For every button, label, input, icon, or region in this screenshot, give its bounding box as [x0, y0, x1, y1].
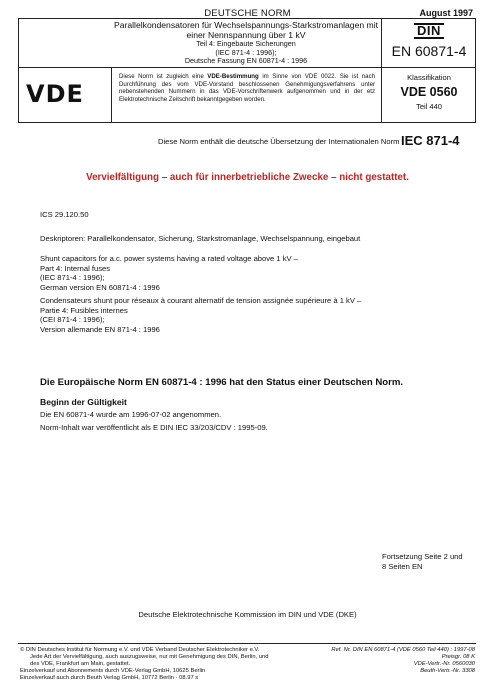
- din-standard-number: EN 60871-4: [391, 43, 467, 59]
- english-line: German version EN 60871-4 : 1996: [40, 282, 160, 292]
- iec-number: IEC 871-4: [401, 133, 460, 148]
- commission-name: Deutsche Elektrotechnische Kommission im DIN und VDE (DKE): [138, 610, 357, 619]
- footer-divider: [18, 643, 476, 644]
- footer-ref-line: VDE-Vertr.-Nr. 0560030: [413, 661, 475, 667]
- title-part: Teil 4: Eingebaute Sicherungen: [196, 39, 296, 48]
- footer-ref-line: Ref. Nr. DIN EN 60871-4 (VDE 0560 Teil 440) : 1997-08: [331, 647, 475, 653]
- french-line: Version allemande EN 871-4 : 1996: [40, 324, 160, 334]
- notice-text: Diese Norm ist zugleich eine: [119, 73, 208, 80]
- french-line: Partie 4: Fusibles internes: [40, 305, 128, 315]
- notice-text-cont: im Sinne von VDE 0022. Sie ist nach Durchführung des vom VDE-Vorstand beschlossenen Genehmigungsverfahrens unter nebenstehenden Nummern in das VDE-Vorschriftenwerk aufgenommen und in der etz Elektrotechnische Zeitschrift bekanntgegeben worden.: [119, 73, 376, 103]
- french-title: [40, 296, 460, 334]
- standard-title: [112, 20, 380, 66]
- footer-ref-line: Preisgr. 08 K: [441, 654, 475, 660]
- vde-part: Teil 440: [416, 102, 442, 111]
- title-line: einer Nennspannung über 1 kV: [186, 30, 306, 40]
- english-line: Shunt capacitors for a.c. power systems having a rated voltage above 1 kV –: [40, 254, 298, 263]
- din-block: [382, 20, 476, 59]
- title-german-version: Deutsche Fassung EN 60871-4 : 1996: [184, 56, 308, 66]
- footer-reference: [325, 647, 475, 675]
- footer-line: Jede Art der Vervielfältigung, auch auszugsweise, nur mit Genehmigung des DIN, Berlin, und: [30, 654, 269, 660]
- title-iec-ref: (IEC 871-4 : 1996);: [215, 47, 277, 57]
- french-line: Condensateurs shunt pour réseaux à courant alternatif de tension assignée supérieure à 1 kV –: [40, 296, 362, 305]
- classification-block: [382, 73, 476, 111]
- descriptors: Deskriptoren: Parallelkondensator, Sicherung, Starkstromanlage, Wechselspannung, eingebaut: [40, 234, 361, 243]
- title-line: Parallelkondensatoren für Wechselspannungs-Starkstromanlagen mit: [113, 20, 378, 30]
- copy-warning: Vervielfältigung – auch für innerbetriebliche Zwecke – nicht gestattet.: [86, 172, 409, 183]
- footer-copyright: [20, 647, 340, 682]
- french-line: (CEI 871-4 : 1996);: [40, 315, 105, 325]
- din-logo: DIN: [414, 23, 444, 39]
- validity-line: Die EN 60871-4 wurde am 1996-07-02 angenommen.: [40, 410, 222, 419]
- english-title: [40, 254, 460, 292]
- validity-text: [40, 410, 460, 432]
- status-statement: Die Europäische Norm EN 60871-4 : 1996 hat den Status einer Deutschen Norm.: [40, 377, 404, 388]
- footer-line: Einzelverkauf auch durch Beuth Verlag GmbH, 10772 Berlin · 08.97 s: [20, 675, 199, 681]
- document-type-title: DEUTSCHE NORM: [204, 8, 291, 19]
- english-line: (IEC 871-4 : 1996);: [40, 273, 105, 283]
- validity-line: Norm-Inhalt war veröffentlicht als E DIN IEC 33/203/CDV : 1995-09.: [40, 422, 268, 432]
- classification-label: Klassifikation: [407, 73, 451, 82]
- continuation-note: [382, 552, 463, 572]
- notice-bold: VDE-Bestimmung: [207, 73, 259, 80]
- english-line: Part 4: Internal fuses: [40, 263, 111, 273]
- footer-line: des VDE, Frankfurt am Main, gestattet.: [30, 661, 131, 667]
- footer-line: © DIN Deutsches Institut für Normung e.V. und VDE Verband Deutscher Elektrotechniker e.V.: [20, 647, 260, 653]
- vde-logo: VDE: [26, 80, 84, 108]
- footer-ref-line: Beuth-Vertr.-Nr. 3308: [420, 668, 475, 674]
- international-note: Diese Norm enthält die deutsche Übersetzung der Internationalen Norm: [158, 137, 400, 146]
- vde-notice: [119, 73, 375, 103]
- frame-divider-horizontal: [18, 67, 476, 68]
- continuation-line: 8 Seiten EN: [382, 561, 423, 571]
- publication-date: August 1997: [419, 8, 473, 18]
- frame-divider-vde: [111, 67, 112, 123]
- vde-number: VDE 0560: [400, 85, 458, 99]
- ics-code: ICS 29.120.50: [40, 210, 89, 219]
- continuation-line: Fortsetzung Seite 2 und: [382, 552, 463, 561]
- footer-line: Einzelverkauf und Abonnements durch VDE-Verlag GmbH, 10625 Berlin: [20, 668, 206, 674]
- validity-heading: Beginn der Gültigkeit: [40, 397, 127, 407]
